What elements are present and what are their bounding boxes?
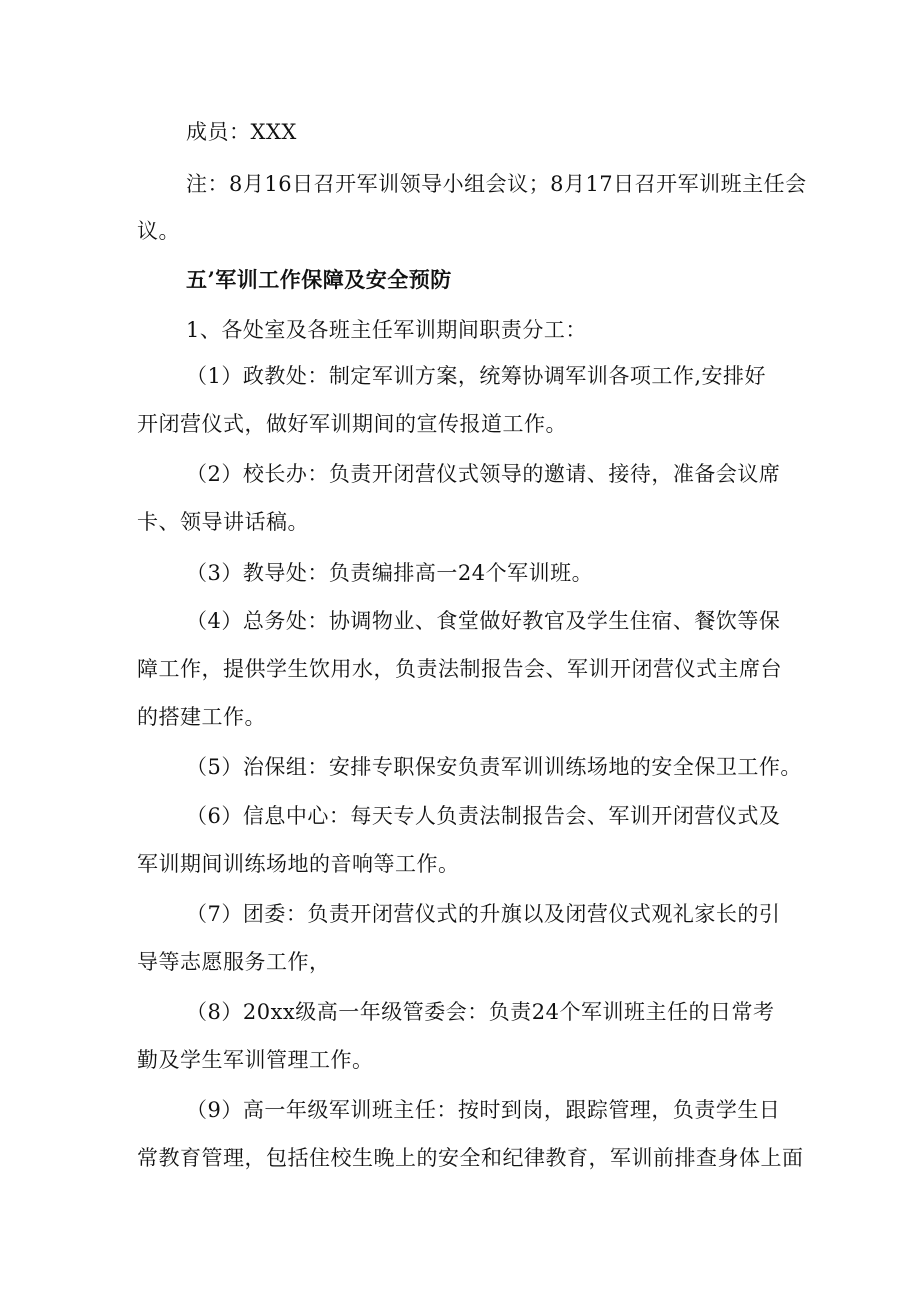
subheading-duties: 1、各处室及各班主任军训期间职责分工： (186, 318, 587, 342)
item-8-line-cont: 勤及学生军训管理工作。 (137, 1048, 374, 1072)
item-1-line-cont: 开闭营仪式，做好军训期间的宣传报道工作。 (137, 412, 567, 436)
members-line: 成员：XXX (186, 120, 297, 144)
section-heading: 五’军训工作保障及安全预防 (186, 267, 452, 292)
item-9-line-cont: 常教育管理，包括住校生晚上的安全和纪律教育，军训前排查身体上面 (137, 1146, 804, 1170)
item-6-line-cont: 军训期间训练场地的音响等工作。 (137, 852, 460, 876)
item-8-line: （8）20xx级高一年级管委会：负责24个军训班主任的日常考 (186, 1000, 775, 1024)
item-4-line-cont-2: 的搭建工作。 (137, 705, 266, 729)
note-line: 注：8月16日召开军训领导小组会议；8月17日召开军训班主任会 (186, 172, 807, 196)
item-4-line-cont-1: 障工作，提供学生饮用水，负责法制报告会、军训开闭营仪式主席台 (137, 657, 782, 681)
item-2-line-cont: 卡、领导讲话稿。 (137, 510, 309, 534)
item-9-line: （9）高一年级军训班主任：按时到岗，跟踪管理，负责学生日 (186, 1098, 781, 1122)
note-line-cont: 议。 (137, 219, 180, 243)
item-7-line-cont: 导等志愿服务工作， (137, 950, 331, 974)
item-7-line: （7）团委：负责开闭营仪式的升旗以及闭营仪式观礼家长的引 (186, 902, 781, 926)
item-5-line: （5）治保组：安排专职保安负责军训训练场地的安全保卫工作。 (186, 755, 802, 779)
item-3-line: （3）教导处：负责编排高一24个军训班。 (186, 561, 594, 585)
item-4-line: （4）总务处：协调物业、食堂做好教官及学生住宿、餐饮等保 (186, 609, 781, 633)
item-1-line: （1）政教处：制定军训方案，统筹协调军训各项工作,安排好 (186, 364, 767, 388)
item-6-line: （6）信息中心：每天专人负责法制报告会、军训开闭营仪式及 (186, 804, 781, 828)
item-2-line: （2）校长办：负责开闭营仪式领导的邀请、接待，准备会议席 (186, 462, 781, 486)
